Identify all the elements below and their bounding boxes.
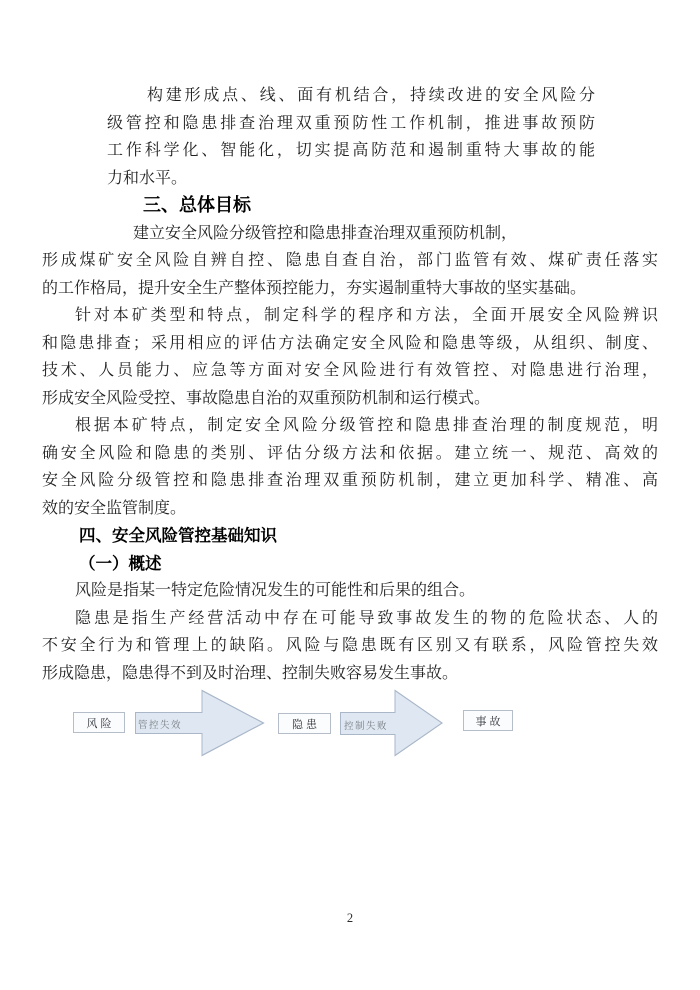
paragraph-system xyxy=(42,412,658,522)
text-line: 技术、人员能力、应急等方面对安全风险进行有效管控、对隐患进行治理， xyxy=(42,362,658,379)
paragraph-quote-continuation xyxy=(107,82,595,192)
document-body xyxy=(42,82,658,687)
paragraph-method xyxy=(42,302,658,412)
text-line: 的工作格局，提升安全生产整体预控能力，夯实遏制重特大事故的坚实基础。 xyxy=(42,279,587,297)
heading-basics: 四、安全风险管控基础知识 xyxy=(79,526,277,545)
text-line: 不安全行为和管理上的缺陷。风险与隐患既有区别又有联系，风险管控失效 xyxy=(42,637,658,654)
arrow-label-control-failed: 控制失败 xyxy=(344,721,389,732)
text-line: 形成煤矿安全风险自辨自控、隐患自查自治，部门监管有效、煤矿责任落实 xyxy=(42,252,658,269)
text-line: 确安全风险和隐患的类别、评估分级方法和依据。建立统一、规范、高效的 xyxy=(42,444,658,462)
heading-overall-goal: 三、总体目标 xyxy=(143,195,251,215)
paragraph-hazard-definition xyxy=(42,605,658,688)
text-line: 根据本矿特点，制定安全风险分级管控和隐患排查治理的制度规范，明 xyxy=(75,417,658,434)
text-line: 级管控和隐患排查治理双重预防性工作机制，推进事故预防 xyxy=(107,114,595,132)
text-line: 隐患是指生产经营活动中存在可能导致事故发生的物的危险状态、人的 xyxy=(75,609,658,627)
text-line: 建立安全风险分级管控和隐患排查治理双重预防机制， xyxy=(133,224,518,242)
page-number: 2 xyxy=(346,911,354,925)
arrow-label-control-failure: 管控失效 xyxy=(138,720,183,731)
text-line: 效的安全监管制度。 xyxy=(42,499,187,517)
heading-overview: （一）概述 xyxy=(79,553,162,573)
text-line: 和隐患排查；采用相应的评估方法确定安全风险和隐患等级，从组织、制度、 xyxy=(42,334,658,352)
flow-node-risk: 风险 xyxy=(73,712,125,733)
risk-flow-diagram xyxy=(0,686,700,761)
text-line: 安全风险分级管控和隐患排查治理双重预防机制，建立更加科学、精准、高 xyxy=(42,472,658,489)
flow-node-accident: 事故 xyxy=(463,710,513,731)
paragraph-overall-goal xyxy=(42,220,658,303)
flow-node-hazard: 隐患 xyxy=(278,713,331,734)
text-line: 构建形成点、线、面有机结合，持续改进的安全风险分 xyxy=(147,87,595,104)
paragraph-risk-definition: 风险是指某一特定危险情况发生的可能性和后果的组合。 xyxy=(75,582,476,599)
text-line: 针对本矿类型和特点，制定科学的程序和方法，全面开展安全风险辨识 xyxy=(75,307,658,324)
text-line: 形成隐患，隐患得不到及时治理、控制失败容易发生事故。 xyxy=(42,664,459,682)
text-line: 力和水平。 xyxy=(107,169,188,187)
text-line: 工作科学化、智能化，切实提高防范和遏制重特大事故的能 xyxy=(107,142,595,159)
text-line: 形成安全风险受控、事故隐患自治的双重预防机制和运行模式。 xyxy=(42,389,491,407)
